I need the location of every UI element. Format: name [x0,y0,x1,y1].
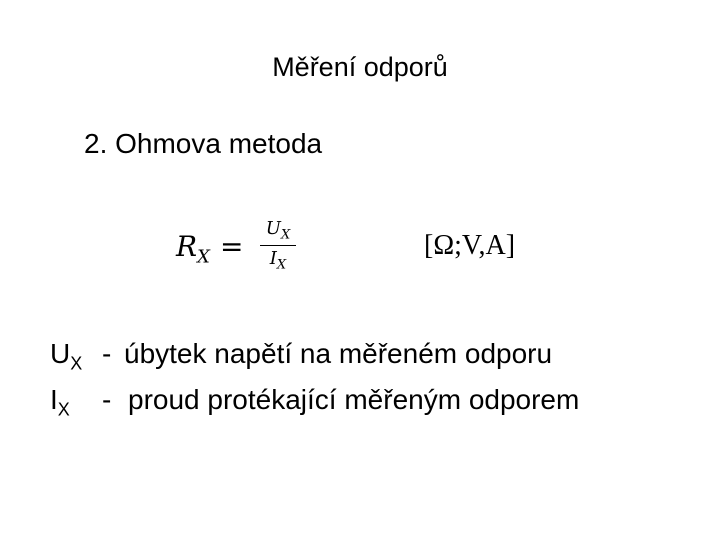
definition-symbol-letter: I [50,384,58,415]
formula-numerator-symbol: U [265,218,281,239]
definition-voltage [50,338,552,375]
definition-dash: - [102,384,112,415]
definition-symbol [50,384,102,421]
units-label: [Ω;V,A] [424,230,516,261]
definition-text: proud protékající měřeným odporem [128,384,580,415]
definition-symbol [50,338,102,375]
formula-denominator-subscript: X [276,257,287,273]
fraction-bar [260,245,296,247]
definition-dash: - [102,338,112,369]
section-heading: 2. Ohmova metoda [84,128,323,159]
formula-lhs [176,230,210,268]
formula-lhs-symbol: R [176,230,198,263]
formula-lhs-subscript: X [197,246,210,268]
definition-text: úbytek napětí na měřeném odporu [124,338,553,369]
formula-denominator-symbol: I [269,248,277,270]
definition-symbol-subscript: X [57,399,70,420]
slide-title: Měření odporů [272,52,448,82]
formula-numerator [260,218,296,243]
formula-fraction [260,218,296,273]
formula-numerator-subscript: X [280,227,291,243]
definition-symbol-letter: U [50,338,71,369]
definition-current [50,384,579,421]
formula-equals: = [220,230,244,263]
formula-denominator [260,248,296,273]
definition-symbol-subscript: X [70,353,83,374]
